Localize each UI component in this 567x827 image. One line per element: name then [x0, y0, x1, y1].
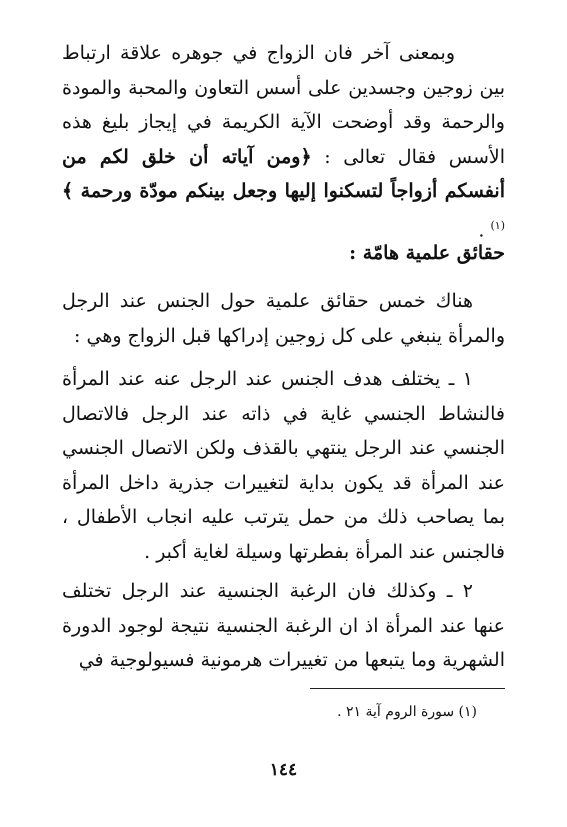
paragraph-4-text: ٢ ـ وكذلك فان الرغبة الجنسية عند الرجل تختلف عنها عند المرأة اذ ان الرغبة الجنسية نتيجة لوجود الدورة الشهرية وما يتبعها من تغييرات هرمونية فسيولوجية في: [62, 580, 505, 671]
footnote: (١) سورة الروم آية ٢١ .: [337, 704, 477, 720]
paragraph-3-text: ١ ـ يختلف هدف الجنس عند الرجل عنه عند المرأة فالنشاط الجنسي غاية في ذاته عند الرجل فالاتصال الجنسي عند الرجل ينتهي بالقذف ولكن الاتصال الجنسي عند المرأة قد يكون بداية لتغييرات جذرية داخل المرأة بما يصاحب ذلك من حمل يترتب عليه انجاب الأطفال ، فالجنس عند المرأة بفطرتها وسيلة لغاية أكبر .: [62, 368, 505, 563]
footnote-divider: [310, 688, 505, 689]
paragraph-marriage-meaning: [62, 36, 505, 247]
paragraph-fact-1: [62, 362, 505, 569]
paragraph-1-text: وبمعنى آخر فان الزواج في جوهره علاقة ارتباط بين زوجين وجسدين على أسس التعاون والمحبة والمودة والرحمة وقد أوضحت الآية الكريمة في إيجاز بليغ هذه الأسس فقال تعالى :: [62, 42, 505, 168]
paragraph-1-end: .: [478, 218, 491, 241]
section-heading: حقائق علمية هامّة :: [349, 242, 505, 264]
quran-verse: ﴿ومن آياته أن خلق لكم من أنفسكم أزواجاً لتسكنوا إليها وجعل بينكم مودّة ورحمة ﴾: [62, 145, 505, 202]
paragraph-five-facts: [62, 284, 505, 353]
paragraph-2-text: هناك خمس حقائق علمية حول الجنس عند الرجل والمرأة ينبغي على كل زوجين إدراكها قبل الزواج وهي :: [62, 290, 505, 347]
footnote-reference: (١): [490, 218, 505, 232]
paragraph-fact-2: [62, 574, 505, 678]
page-number: ١٤٤: [269, 760, 298, 780]
